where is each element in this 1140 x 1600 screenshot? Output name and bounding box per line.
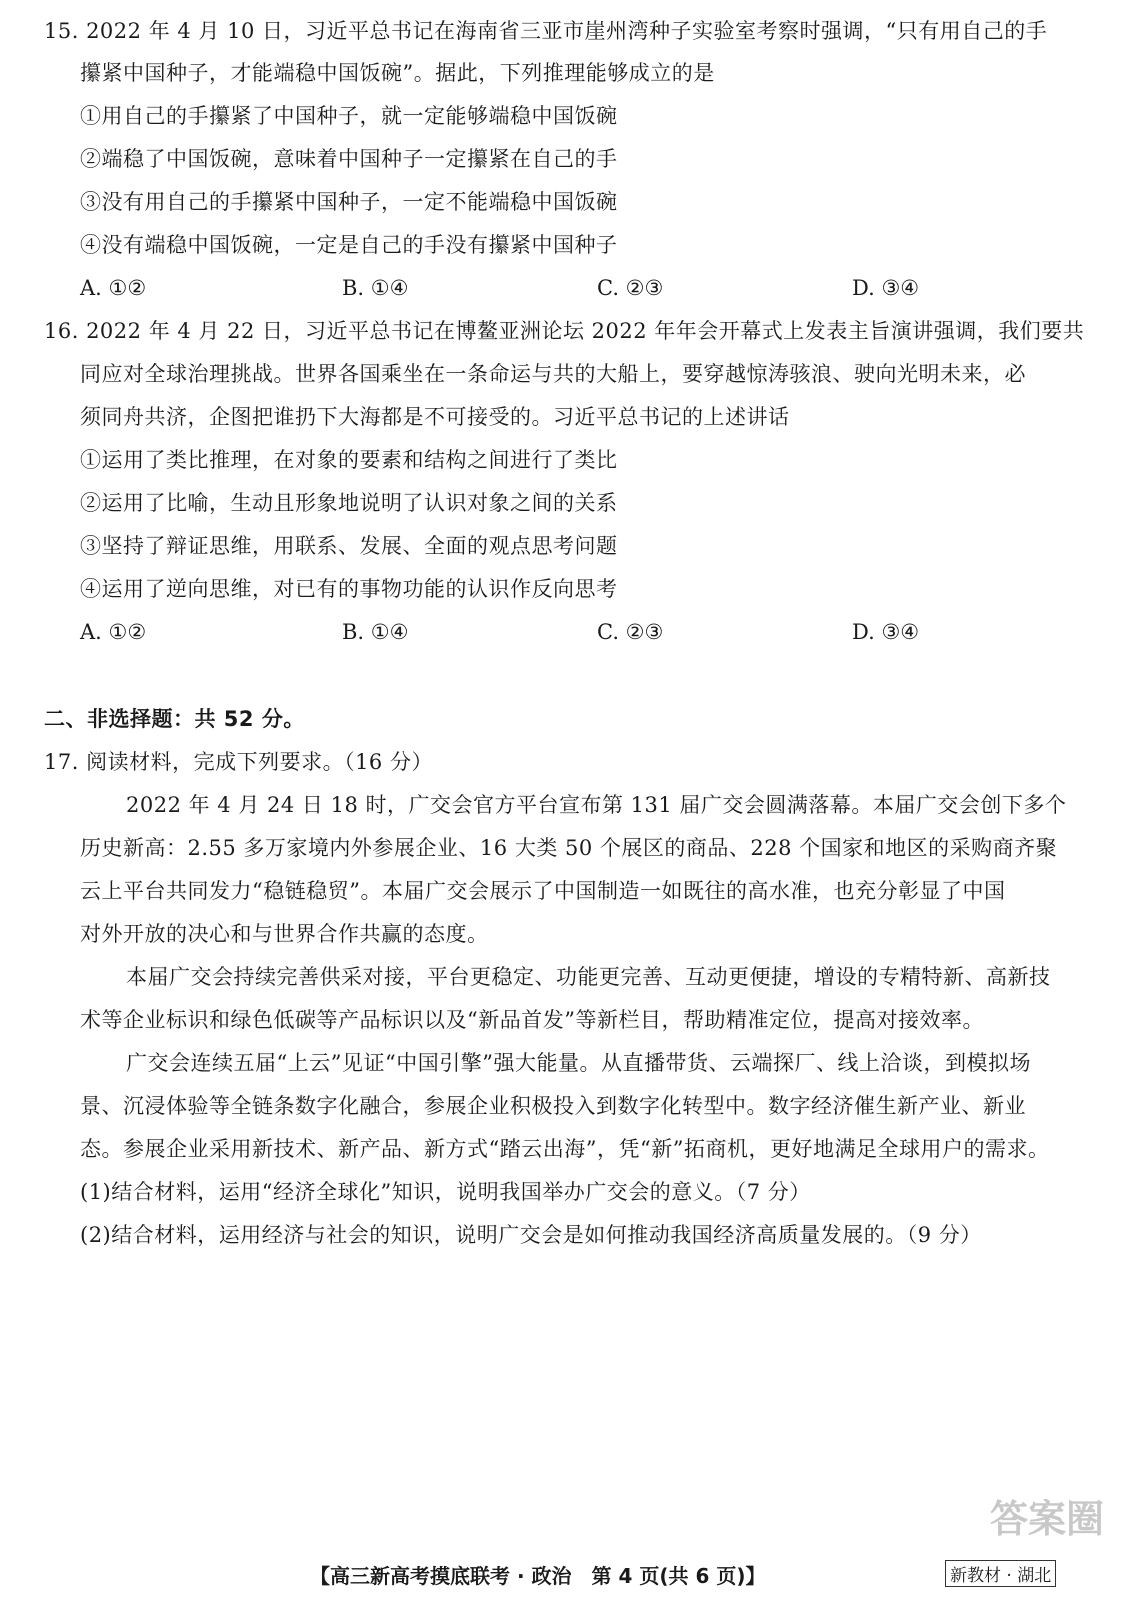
q17-stem: 17. 阅读材料，完成下列要求。（16 分）: [44, 750, 433, 774]
q15-stem-line2: 攥紧中国种子，才能端稳中国饭碗”。据此，下列推理能够成立的是: [80, 61, 715, 85]
q15-item-4: ④没有端稳中国饭碗，一定是自己的手没有攥紧中国种子: [80, 233, 618, 257]
section2-heading: 二、非选择题：共 52 分。: [44, 707, 305, 731]
q17-para1-line1: 2022 年 4 月 24 日 18 时，广交会官方平台宣布第 131 届广交会圆满落幕。本届广交会创下多个: [126, 793, 1067, 817]
q16-item-3: ③坚持了辩证思维，用联系、发展、全面的观点思考问题: [80, 534, 618, 558]
q16-option-d[interactable]: D. ③④: [852, 620, 920, 644]
q15-option-d[interactable]: D. ③④: [852, 276, 920, 300]
footer-exam-info: 【高三新高考摸底联考 · 政治 第 4 页(共 6 页)】: [310, 1564, 766, 1588]
q15-option-a[interactable]: A. ①②: [80, 276, 147, 300]
q16-item-2: ②运用了比喻，生动且形象地说明了认识对象之间的关系: [80, 491, 618, 515]
q17-para1-line4: 对外开放的决心和与世界合作共赢的态度。: [80, 922, 489, 946]
q15-item-3: ③没有用自己的手攥紧中国种子，一定不能端稳中国饭碗: [80, 190, 618, 214]
q15-option-b[interactable]: B. ①④: [342, 276, 409, 300]
q16-option-b[interactable]: B. ①④: [342, 620, 409, 644]
q17-para2-line2: 术等企业标识和绿色低碳等产品标识以及“新品首发”等新栏目，帮助精准定位，提高对接效率。: [80, 1008, 984, 1032]
q17-subquestion-1: (1)结合材料，运用“经济全球化”知识，说明我国举办广交会的意义。（7 分）: [80, 1180, 811, 1204]
q16-stem-line1: 16. 2022 年 4 月 22 日，习近平总书记在博鳌亚洲论坛 2022 年年会开幕式上发表主旨演讲强调，我们要共: [44, 319, 1085, 343]
q16-item-4: ④运用了逆向思维，对已有的事物功能的认识作反向思考: [80, 577, 618, 601]
q17-para3-line3: 态。参展企业采用新技术、新产品、新方式“踏云出海”，凭“新”拓商机，更好地满足全球用户的需求。: [80, 1137, 1050, 1161]
q16-stem-line3: 须同舟共济，企图把谁扔下大海都是不可接受的。习近平总书记的上述讲话: [80, 405, 790, 429]
q15-item-2: ②端稳了中国饭碗，意味着中国种子一定攥紧在自己的手: [80, 147, 618, 171]
q16-option-c[interactable]: C. ②③: [597, 620, 664, 644]
q15-stem-line1: 15. 2022 年 4 月 10 日，习近平总书记在海南省三亚市崖州湾种子实验室考察时强调，“只有用自己的手: [44, 19, 1048, 43]
q16-stem-line2: 同应对全球治理挑战。世界各国乘坐在一条命运与共的大船上，要穿越惊涛骇浪、驶向光明未来，必: [80, 362, 1026, 386]
q17-para1-line3: 云上平台共同发力“稳链稳贸”。本届广交会展示了中国制造一如既往的高水准，也充分彰显了中国: [80, 879, 1006, 903]
q15-option-c[interactable]: C. ②③: [597, 276, 664, 300]
watermark-logo: 答案圈: [990, 1497, 1105, 1541]
q17-para3-line2: 景、沉浸体验等全链条数字化融合，参展企业积极投入到数字化转型中。数字经济催生新产业、新业: [80, 1094, 1026, 1118]
q17-para2-line1: 本届广交会持续完善供采对接，平台更稳定、功能更完善、互动更便捷，增设的专精特新、高新技: [126, 965, 1051, 989]
q17-subquestion-2: (2)结合材料，运用经济与社会的知识，说明广交会是如何推动我国经济高质量发展的。（9 分）: [80, 1223, 982, 1247]
footer-edition-tag: 新教材 · 湖北: [945, 1560, 1056, 1587]
q16-item-1: ①运用了类比推理，在对象的要素和结构之间进行了类比: [80, 448, 618, 472]
q16-option-a[interactable]: A. ①②: [80, 620, 147, 644]
q17-para1-line2: 历史新高：2.55 多万家境内外参展企业、16 大类 50 个展区的商品、228 个国家和地区的采购商齐聚: [80, 836, 1058, 860]
q15-item-1: ①用自己的手攥紧了中国种子，就一定能够端稳中国饭碗: [80, 104, 618, 128]
q17-para3-line1: 广交会连续五届“上云”见证“中国引擎”强大能量。从直播带货、云端探厂、线上洽谈，到模拟场: [126, 1051, 1031, 1075]
